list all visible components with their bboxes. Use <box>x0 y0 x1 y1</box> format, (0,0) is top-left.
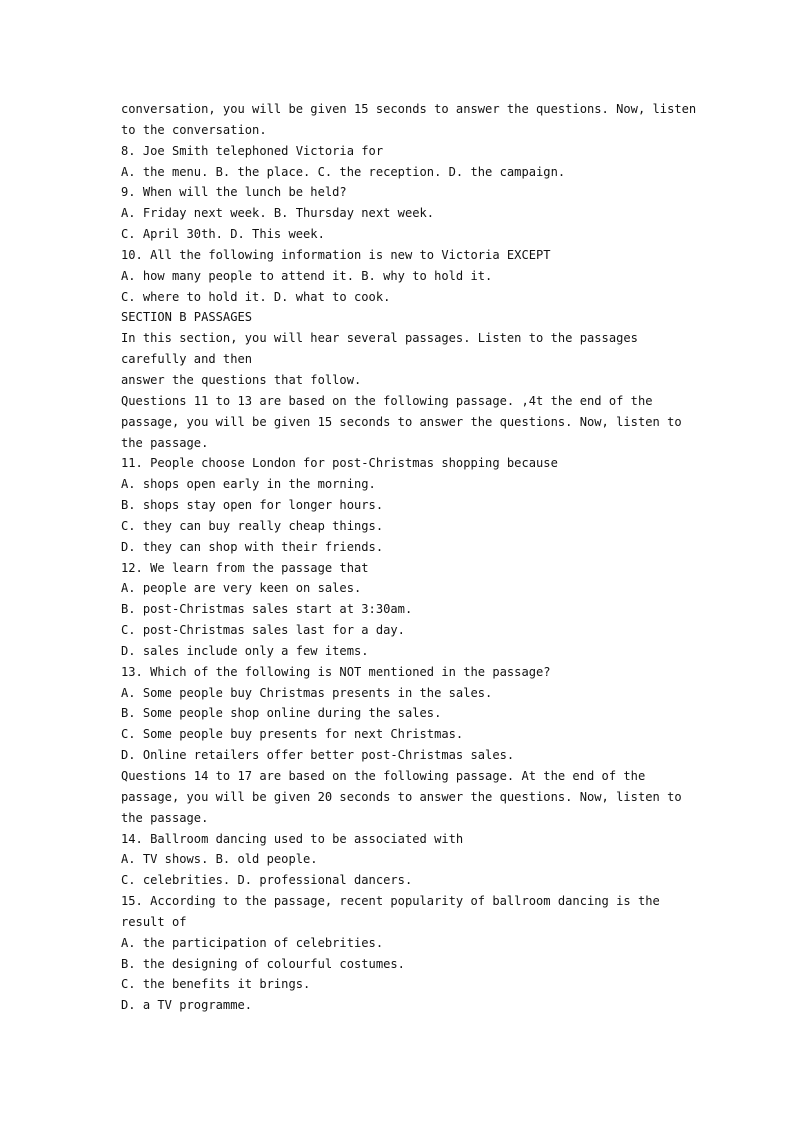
question-15: 15. According to the passage, recent popularity of ballroom dancing is the <box>121 894 660 909</box>
question-9-options: A. Friday next week. B. Thursday next week. <box>121 206 435 221</box>
option-b: B. the designing of colourful costumes. <box>121 956 405 971</box>
passage-instructions: Questions 11 to 13 are based on the following passage. ,4t the end of the <box>121 393 653 408</box>
text-line: to the conversation. <box>121 122 267 137</box>
option-a: A. Some people buy Christmas presents in the sales. <box>121 685 493 700</box>
option-b: B. shops stay open for longer hours. <box>121 498 384 513</box>
option-a: A. shops open early in the morning. <box>121 477 376 492</box>
option-c: C. post-Christmas sales last for a day. <box>121 623 405 638</box>
question-14-options: A. TV shows. B. old people. <box>121 852 318 867</box>
option-c: C. the benefits it brings. <box>121 977 311 992</box>
section-instructions: carefully and then <box>121 352 253 367</box>
option-d: D. Online retailers offer better post-Christmas sales. <box>121 748 515 763</box>
option-b: B. post-Christmas sales start at 3:30am. <box>121 602 413 617</box>
option-a: A. people are very keen on sales. <box>121 581 362 596</box>
question-15: result of <box>121 914 187 929</box>
question-14: 14. Ballroom dancing used to be associated with <box>121 831 464 846</box>
document-body <box>121 99 697 1016</box>
text-line: conversation, you will be given 15 seconds to answer the questions. Now, listen <box>121 102 697 116</box>
passage-instructions: the passage. <box>121 435 209 450</box>
section-instructions: answer the questions that follow. <box>121 372 362 387</box>
question-11: 11. People choose London for post-Christmas shopping because <box>121 456 558 471</box>
option-a: A. the participation of celebrities. <box>121 935 384 950</box>
question-10: 10. All the following information is new to Victoria EXCEPT <box>121 247 551 262</box>
passage-instructions: the passage. <box>121 810 209 825</box>
question-12: 12. We learn from the passage that <box>121 560 369 575</box>
section-heading: SECTION B PASSAGES <box>121 310 253 325</box>
question-9-options: C. April 30th. D. This week. <box>121 227 325 242</box>
passage-instructions: Questions 14 to 17 are based on the following passage. At the end of the <box>121 769 646 783</box>
option-b: B. Some people shop online during the sales. <box>121 706 442 721</box>
option-c: C. they can buy really cheap things. <box>121 518 384 533</box>
option-d: D. a TV programme. <box>121 998 253 1013</box>
section-instructions: In this section, you will hear several passages. Listen to the passages <box>121 331 638 346</box>
option-d: D. sales include only a few items. <box>121 643 369 658</box>
passage-instructions: passage, you will be given 20 seconds to answer the questions. Now, listen to <box>121 789 682 804</box>
passage-instructions: passage, you will be given 15 seconds to answer the questions. Now, listen to <box>121 414 682 429</box>
question-8-options: A. the menu. B. the place. C. the reception. D. the campaign. <box>121 164 566 179</box>
question-9: 9. When will the lunch be held? <box>121 185 347 200</box>
question-13: 13. Which of the following is NOT mentioned in the passage? <box>121 664 551 679</box>
option-d: D. they can shop with their friends. <box>121 539 384 554</box>
question-8: 8. Joe Smith telephoned Victoria for <box>121 143 384 158</box>
question-10-options: A. how many people to attend it. B. why to hold it. <box>121 268 493 283</box>
option-c: C. Some people buy presents for next Christmas. <box>121 727 464 742</box>
question-14-options: C. celebrities. D. professional dancers. <box>121 873 413 888</box>
question-10-options: C. where to hold it. D. what to cook. <box>121 289 391 304</box>
